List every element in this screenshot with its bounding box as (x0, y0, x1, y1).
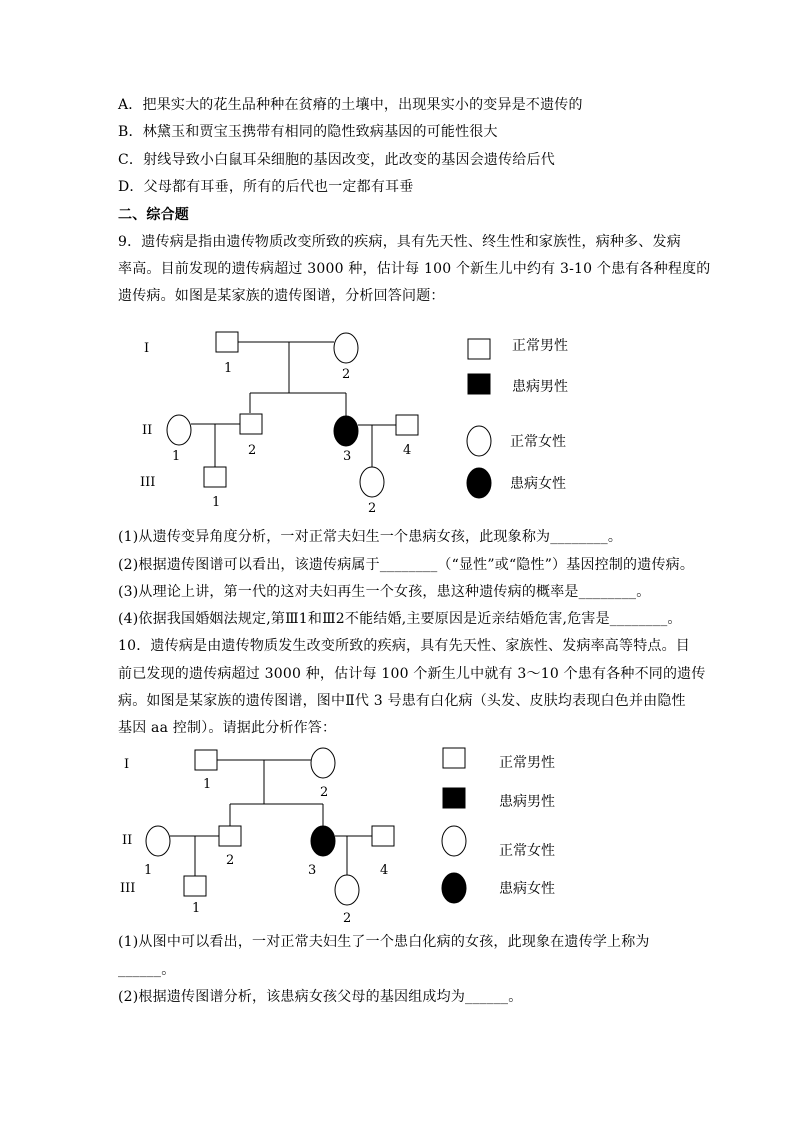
q9-question-2: (2)根据遗传图谱可以看出，该遗传病属于________（“显性”或“隐性”）基因控制的遗传病。 (118, 557, 695, 573)
g2-daughter-affected-symbol (334, 416, 358, 446)
g2-wife-number: 1 (144, 863, 153, 878)
legend-normal-female-symbol (442, 826, 466, 856)
g2-son-symbol (219, 826, 241, 846)
legend-affected-male-label: 患病男性 (499, 794, 555, 810)
legend-normal-male-symbol (468, 339, 490, 359)
g1-father-symbol (195, 750, 217, 770)
g2-son-number: 2 (226, 853, 235, 868)
q9-intro-line-1: 9．遗传病是指由遗传物质改变所致的疾病，具有先天性、终生性和家族性，病种多、发病 (118, 234, 681, 250)
legend-affected-female-label: 患病女性 (510, 476, 566, 492)
option-b: B．林黛玉和贾宝玉携带有相同的隐性致病基因的可能性很大 (118, 124, 498, 140)
legend-affected-male-symbol (468, 374, 490, 394)
g3-son-symbol (184, 876, 206, 896)
legend-normal-female-symbol (467, 426, 491, 456)
g2-wife-symbol (167, 415, 191, 445)
q10-question-2: (2)根据遗传图谱分析，该患病女孩父母的基因组成均为______。 (118, 989, 523, 1005)
legend-normal-male-label: 正常男性 (512, 338, 568, 354)
legend-normal-male-label: 正常男性 (499, 755, 555, 771)
q9-intro-line-3: 遗传病。如图是某家族的遗传图谱，分析回答问题： (118, 288, 445, 304)
option-c: C．射线导致小白鼠耳朵细胞的基因改变，此改变的基因会遗传给后代 (118, 152, 555, 168)
g2-daughter-affected-symbol (311, 826, 335, 856)
g2-son-symbol (240, 414, 262, 434)
option-a: A．把果实大的花生品种种在贫瘠的土壤中，出现果实小的变异是不遗传的 (118, 97, 583, 113)
g1-father-symbol (216, 332, 238, 352)
g1-mother-number: 2 (342, 367, 351, 382)
generation-label-iii: III (120, 881, 136, 896)
q10-intro-line-4: 基因 aa 控制）。请据此分析作答： (118, 720, 337, 736)
g1-mother-symbol (334, 333, 358, 363)
g2-wife-symbol (146, 826, 170, 856)
legend-affected-female-symbol (467, 468, 491, 498)
g3-daughter-symbol (335, 875, 359, 905)
g2-husband-number: 4 (380, 863, 389, 878)
g2-husband-symbol (372, 826, 394, 846)
q10-intro-line-2: 前已发现的遗传病超过 3000 种，估计每 100 个新生儿中就有 3～10 个患有各种不同的遗传 (118, 666, 706, 682)
section-title: 二、综合题 (118, 207, 189, 223)
q9-question-3: (3)从理论上讲，第一代的这对夫妇再生一个女孩，患这种遗传病的概率是________。 (118, 584, 651, 600)
option-d: D．父母都有耳垂，所有的后代也一定都有耳垂 (118, 179, 414, 195)
generation-label-i: I (124, 757, 130, 772)
legend-normal-female-label: 正常女性 (510, 434, 566, 450)
g3-daughter-number: 2 (368, 501, 377, 516)
q9-question-4: (4)依据我国婚姻法规定,第Ⅲ1和Ⅲ2不能结婚,主要原因是近亲结婚危害,危害是________。 (118, 611, 682, 627)
generation-label-ii: II (142, 423, 153, 438)
generation-label-iii: III (140, 475, 156, 490)
g2-wife-number: 1 (172, 449, 181, 464)
q10-intro-line-3: 病。如图是某家族的遗传图谱，图中Ⅱ代 3 号患有白化病（头发、皮肤均表现白色并由隐性 (118, 693, 686, 709)
g3-daughter-number: 2 (343, 911, 352, 926)
q9-question-1: (1)从遗传变异角度分析，一对正常夫妇生一个患病女孩，此现象称为________。 (118, 529, 623, 545)
q10-question-1-blank: ______。 (118, 962, 176, 978)
g2-daughter-number: 3 (343, 449, 352, 464)
g2-husband-symbol (396, 415, 418, 435)
g2-husband-number: 4 (403, 443, 412, 458)
g3-son-number: 1 (192, 901, 201, 916)
generation-label-ii: II (122, 833, 133, 848)
legend-affected-female-label: 患病女性 (499, 881, 555, 897)
q9-intro-line-2: 率高。目前发现的遗传病超过 3000 种，估计每 100 个新生儿中约有 3-10 个患有各种程度的 (118, 261, 711, 277)
g2-son-number: 2 (248, 443, 257, 458)
pedigree-chart-q10 (0, 742, 794, 932)
q10-question-1: (1)从图中可以看出，一对正常夫妇生了一个患白化病的女孩，此现象在遗传学上称为 (118, 934, 650, 950)
g3-son-symbol (204, 467, 226, 487)
legend-normal-female-label: 正常女性 (499, 843, 555, 859)
legend-normal-male-symbol (443, 748, 465, 768)
legend-affected-male-label: 患病男性 (512, 379, 568, 395)
g1-father-number: 1 (224, 361, 233, 376)
q10-intro-line-1: 10．遗传病是由遗传物质发生改变所致的疾病，具有先天性、家族性、发病率高等特点。目 (118, 638, 691, 654)
legend-affected-female-symbol (442, 873, 466, 903)
legend-affected-male-symbol (443, 788, 465, 808)
g3-daughter-symbol (360, 467, 384, 497)
g3-son-number: 1 (212, 495, 221, 510)
g1-mother-symbol (311, 748, 335, 778)
g1-mother-number: 2 (320, 785, 329, 800)
g1-father-number: 1 (203, 777, 212, 792)
generation-label-i: I (144, 341, 150, 356)
g2-daughter-number: 3 (308, 863, 317, 878)
pedigree-chart-q9 (0, 320, 794, 520)
